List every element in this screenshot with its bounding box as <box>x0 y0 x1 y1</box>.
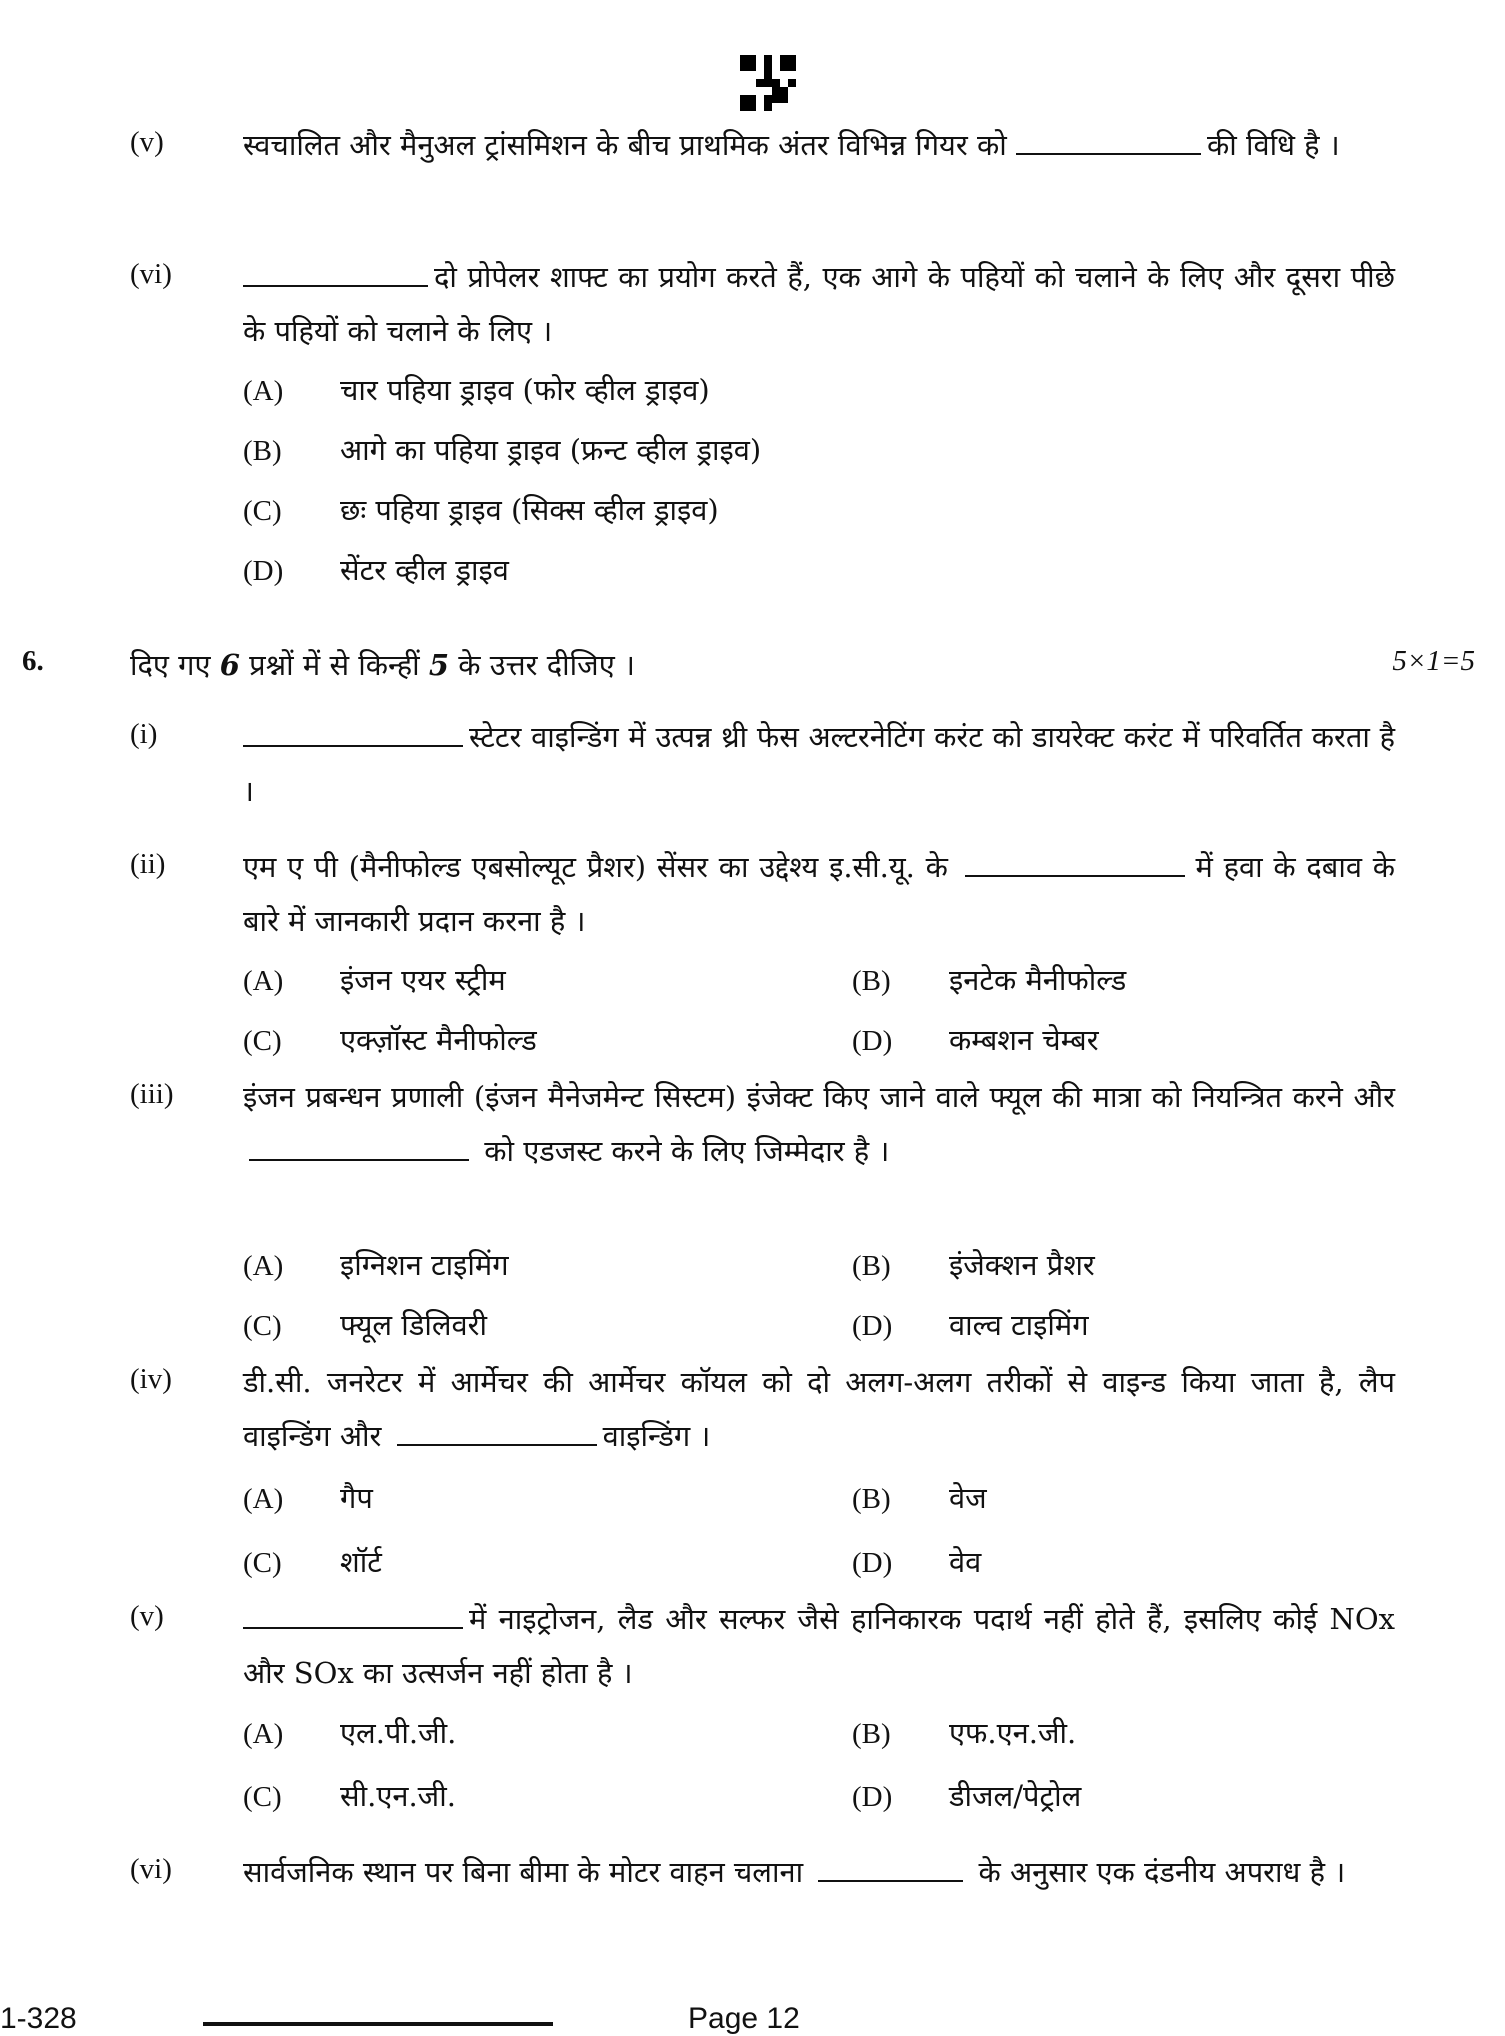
question-text: डी.सी. जनरेटर में आर्मेचर की आर्मेचर कॉयल को दो अलग-अलग तरीकों से वाइन्ड किया जाता है, लैप वाइन्डिंग और वाइन्डिंग । <box>243 1365 1395 1453</box>
answer-blank <box>249 1133 469 1161</box>
answer-blank <box>397 1418 597 1446</box>
question-number: (vi) <box>130 1853 172 1885</box>
question-number: (vi) <box>130 258 172 290</box>
option-b: (B) इनटेक मैनीफोल्ड <box>852 963 1127 997</box>
qr-code-icon <box>740 55 796 111</box>
option-a: (A) चार पहिया ड्राइव (फोर व्हील ड्राइव) <box>243 373 710 407</box>
question-text: इंजन प्रबन्धन प्रणाली (इंजन मैनेजमेन्ट सिस्टम) इंजेक्ट किए जाने वाले फ्यूल की मात्रा को नियन्त्रित करने और को एडजस्ट करने के लिए जिम्मेदार है । <box>243 1080 1395 1168</box>
option-d: (D) कम्बशन चेम्बर <box>852 1023 1099 1057</box>
option-a: (A) एल.पी.जी. <box>243 1716 457 1750</box>
question-number: (v) <box>130 1600 164 1632</box>
question-text: सार्वजनिक स्थान पर बिना बीमा के मोटर वाहन चलाना के अनुसार एक दंडनीय अपराध है । <box>243 1855 1346 1889</box>
option-c: (C) फ्यूल डिलिवरी <box>243 1308 487 1342</box>
option-d: (D) वाल्व टाइमिंग <box>852 1308 1089 1342</box>
question-number: (ii) <box>130 848 166 880</box>
question-text: स्टेटर वाइन्डिंग में उत्पन्न थ्री फेस अल्टरनेटिंग करंट को डायरेक्ट करंट में परिवर्तित करता है । <box>243 720 1395 808</box>
question-text: में नाइट्रोजन, लैड और सल्फर जैसे हानिकारक पदार्थ नहीं होते हैं, इसलिए कोई NOx और SOx का उत्सर्जन नहीं होता है । <box>243 1602 1395 1690</box>
option-c: (C) शॉर्ट <box>243 1545 382 1579</box>
question-text: दो प्रोपेलर शाफ्ट का प्रयोग करते हैं, एक आगे के पहियों को चलाने के लिए और दूसरा पीछे के पहियों को चलाने के लिए । <box>243 260 1395 348</box>
option-c: (C) एक्ज़ॉस्ट मैनीफोल्ड <box>243 1023 537 1057</box>
question-number: 6. <box>22 645 44 677</box>
question-number: (v) <box>130 126 164 158</box>
paper-code: 1-328 <box>0 2002 77 2035</box>
option-b: (B) एफ.एन.जी. <box>852 1716 1077 1750</box>
question-instruction: दिए गए 6 प्रश्नों में से किन्हीं 5 के उत्तर दीजिए । <box>130 648 635 682</box>
option-a: (A) गैप <box>243 1481 373 1515</box>
option-b: (B) आगे का पहिया ड्राइव (फ्रन्ट व्हील ड्राइव) <box>243 433 762 467</box>
question-number: (iii) <box>130 1078 174 1110</box>
option-d: (D) डीजल/पेट्रोल <box>852 1779 1082 1813</box>
footer-rule <box>203 2022 553 2026</box>
option-c: (C) छः पहिया ड्राइव (सिक्स व्हील ड्राइव) <box>243 493 719 527</box>
option-a: (A) इंजन एयर स्ट्रीम <box>243 963 506 997</box>
answer-blank <box>243 719 463 747</box>
option-c: (C) सी.एन.जी. <box>243 1779 456 1813</box>
page-number: Page 12 <box>688 2002 800 2035</box>
answer-blank <box>965 849 1185 877</box>
question-number: (i) <box>130 718 158 750</box>
option-b: (B) इंजेक्शन प्रैशर <box>852 1248 1095 1282</box>
marks: 5×1=5 <box>1392 645 1475 677</box>
option-b: (B) वेज <box>852 1481 987 1515</box>
question-number: (iv) <box>130 1363 172 1395</box>
answer-blank <box>243 1601 463 1629</box>
option-d: (D) सेंटर व्हील ड्राइव <box>243 553 509 587</box>
option-d: (D) वेव <box>852 1545 982 1579</box>
answer-blank <box>1016 127 1201 155</box>
question-text: स्वचालित और मैनुअल ट्रांसमिशन के बीच प्राथमिक अंतर विभिन्न गियर को की विधि है । <box>243 128 1340 162</box>
question-text: एम ए पी (मैनीफोल्ड एबसोल्यूट प्रैशर) सेंसर का उद्देश्य इ.सी.यू. के में हवा के दबाव के बारे में जानकारी प्रदान करना है । <box>243 850 1396 938</box>
answer-blank <box>243 259 428 287</box>
answer-blank <box>818 1854 963 1882</box>
option-a: (A) इग्निशन टाइमिंग <box>243 1248 509 1282</box>
